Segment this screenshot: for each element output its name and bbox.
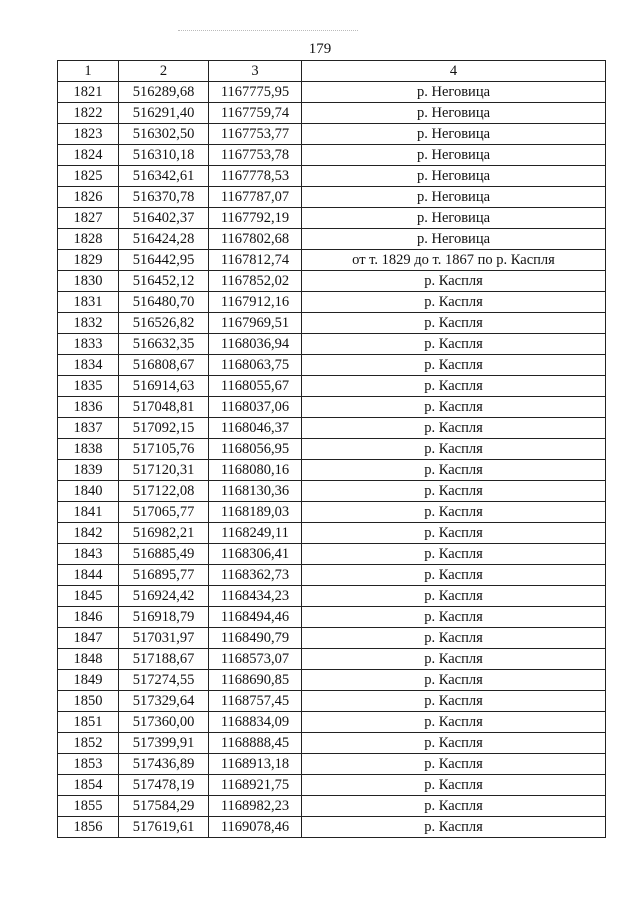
y-coordinate-cell: 1168921,75 (209, 775, 302, 796)
x-coordinate-cell: 517031,97 (119, 628, 209, 649)
point-number-cell: 1844 (58, 565, 119, 586)
point-number-cell: 1827 (58, 208, 119, 229)
y-coordinate-cell: 1168362,73 (209, 565, 302, 586)
y-coordinate-cell: 1168573,07 (209, 649, 302, 670)
table-row (58, 208, 606, 229)
table-row (58, 586, 606, 607)
y-coordinate-cell: 1168834,09 (209, 712, 302, 733)
description-cell: р. Каспля (302, 460, 606, 481)
description-cell: р. Каспля (302, 712, 606, 733)
description-cell: р. Каспля (302, 313, 606, 334)
table-row (58, 439, 606, 460)
point-number-cell: 1855 (58, 796, 119, 817)
x-coordinate-cell: 516526,82 (119, 313, 209, 334)
column-header-x: 2 (119, 61, 209, 82)
point-number-cell: 1834 (58, 355, 119, 376)
description-cell: р. Каспля (302, 355, 606, 376)
y-coordinate-cell: 1168036,94 (209, 334, 302, 355)
description-cell: р. Каспля (302, 586, 606, 607)
description-cell: р. Каспля (302, 649, 606, 670)
y-coordinate-cell: 1167753,77 (209, 124, 302, 145)
y-coordinate-cell: 1169078,46 (209, 817, 302, 838)
x-coordinate-cell: 517105,76 (119, 439, 209, 460)
y-coordinate-cell: 1168690,85 (209, 670, 302, 691)
coordinates-table (57, 60, 606, 838)
x-coordinate-cell: 517436,89 (119, 754, 209, 775)
table-body (58, 82, 606, 838)
table-row (58, 166, 606, 187)
description-cell: р. Каспля (302, 754, 606, 775)
x-coordinate-cell: 517092,15 (119, 418, 209, 439)
y-coordinate-cell: 1168490,79 (209, 628, 302, 649)
table-row (58, 187, 606, 208)
y-coordinate-cell: 1167912,16 (209, 292, 302, 313)
point-number-cell: 1836 (58, 397, 119, 418)
y-coordinate-cell: 1168494,46 (209, 607, 302, 628)
x-coordinate-cell: 516480,70 (119, 292, 209, 313)
y-coordinate-cell: 1168063,75 (209, 355, 302, 376)
point-number-cell: 1828 (58, 229, 119, 250)
x-coordinate-cell: 516924,42 (119, 586, 209, 607)
table-row (58, 733, 606, 754)
x-coordinate-cell: 516291,40 (119, 103, 209, 124)
y-coordinate-cell: 1168130,36 (209, 481, 302, 502)
table-row (58, 649, 606, 670)
column-header-point: 1 (58, 61, 119, 82)
description-cell: р. Неговица (302, 145, 606, 166)
description-cell: р. Неговица (302, 124, 606, 145)
point-number-cell: 1849 (58, 670, 119, 691)
table-row (58, 481, 606, 502)
table-header-row (58, 61, 606, 82)
description-cell: р. Каспля (302, 796, 606, 817)
y-coordinate-cell: 1167787,07 (209, 187, 302, 208)
table-row (58, 523, 606, 544)
description-cell: р. Каспля (302, 397, 606, 418)
table-row (58, 82, 606, 103)
table-row (58, 397, 606, 418)
y-coordinate-cell: 1167792,19 (209, 208, 302, 229)
point-number-cell: 1830 (58, 271, 119, 292)
table-row (58, 271, 606, 292)
description-cell: р. Каспля (302, 628, 606, 649)
description-cell: от т. 1829 до т. 1867 по р. Каспля (302, 250, 606, 271)
description-cell: р. Каспля (302, 523, 606, 544)
point-number-cell: 1829 (58, 250, 119, 271)
y-coordinate-cell: 1168757,45 (209, 691, 302, 712)
scan-artifact-line (178, 30, 358, 31)
point-number-cell: 1837 (58, 418, 119, 439)
x-coordinate-cell: 516914,63 (119, 376, 209, 397)
description-cell: р. Каспля (302, 439, 606, 460)
x-coordinate-cell: 516442,95 (119, 250, 209, 271)
y-coordinate-cell: 1168037,06 (209, 397, 302, 418)
x-coordinate-cell: 516402,37 (119, 208, 209, 229)
x-coordinate-cell: 516370,78 (119, 187, 209, 208)
point-number-cell: 1840 (58, 481, 119, 502)
description-cell: р. Каспля (302, 565, 606, 586)
y-coordinate-cell: 1167969,51 (209, 313, 302, 334)
y-coordinate-cell: 1168189,03 (209, 502, 302, 523)
table-row (58, 124, 606, 145)
x-coordinate-cell: 516424,28 (119, 229, 209, 250)
x-coordinate-cell: 517048,81 (119, 397, 209, 418)
table-row (58, 229, 606, 250)
y-coordinate-cell: 1168046,37 (209, 418, 302, 439)
point-number-cell: 1823 (58, 124, 119, 145)
description-cell: р. Каспля (302, 481, 606, 502)
x-coordinate-cell: 516982,21 (119, 523, 209, 544)
point-number-cell: 1854 (58, 775, 119, 796)
table-row (58, 565, 606, 586)
y-coordinate-cell: 1167753,78 (209, 145, 302, 166)
description-cell: р. Каспля (302, 670, 606, 691)
x-coordinate-cell: 516452,12 (119, 271, 209, 292)
description-cell: р. Неговица (302, 166, 606, 187)
point-number-cell: 1839 (58, 460, 119, 481)
table-row (58, 775, 606, 796)
y-coordinate-cell: 1167802,68 (209, 229, 302, 250)
x-coordinate-cell: 516310,18 (119, 145, 209, 166)
description-cell: р. Каспля (302, 691, 606, 712)
point-number-cell: 1821 (58, 82, 119, 103)
point-number-cell: 1843 (58, 544, 119, 565)
table-row (58, 628, 606, 649)
x-coordinate-cell: 517584,29 (119, 796, 209, 817)
x-coordinate-cell: 517329,64 (119, 691, 209, 712)
description-cell: р. Неговица (302, 82, 606, 103)
table-row (58, 292, 606, 313)
x-coordinate-cell: 517120,31 (119, 460, 209, 481)
description-cell: р. Каспля (302, 733, 606, 754)
point-number-cell: 1845 (58, 586, 119, 607)
column-header-description: 4 (302, 61, 606, 82)
y-coordinate-cell: 1167759,74 (209, 103, 302, 124)
point-number-cell: 1831 (58, 292, 119, 313)
description-cell: р. Неговица (302, 103, 606, 124)
point-number-cell: 1824 (58, 145, 119, 166)
x-coordinate-cell: 516632,35 (119, 334, 209, 355)
point-number-cell: 1841 (58, 502, 119, 523)
y-coordinate-cell: 1168306,41 (209, 544, 302, 565)
point-number-cell: 1822 (58, 103, 119, 124)
y-coordinate-cell: 1168982,23 (209, 796, 302, 817)
point-number-cell: 1838 (58, 439, 119, 460)
table-row (58, 796, 606, 817)
point-number-cell: 1825 (58, 166, 119, 187)
y-coordinate-cell: 1168056,95 (209, 439, 302, 460)
table-row (58, 607, 606, 628)
y-coordinate-cell: 1167812,74 (209, 250, 302, 271)
column-header-y: 3 (209, 61, 302, 82)
y-coordinate-cell: 1168055,67 (209, 376, 302, 397)
x-coordinate-cell: 516895,77 (119, 565, 209, 586)
x-coordinate-cell: 517478,19 (119, 775, 209, 796)
point-number-cell: 1852 (58, 733, 119, 754)
x-coordinate-cell: 516342,61 (119, 166, 209, 187)
table-row (58, 460, 606, 481)
x-coordinate-cell: 516289,68 (119, 82, 209, 103)
table-row (58, 670, 606, 691)
point-number-cell: 1856 (58, 817, 119, 838)
description-cell: р. Каспля (302, 292, 606, 313)
x-coordinate-cell: 517274,55 (119, 670, 209, 691)
description-cell: р. Каспля (302, 607, 606, 628)
table-row (58, 502, 606, 523)
point-number-cell: 1832 (58, 313, 119, 334)
point-number-cell: 1847 (58, 628, 119, 649)
point-number-cell: 1846 (58, 607, 119, 628)
x-coordinate-cell: 516808,67 (119, 355, 209, 376)
point-number-cell: 1833 (58, 334, 119, 355)
y-coordinate-cell: 1168249,11 (209, 523, 302, 544)
x-coordinate-cell: 516885,49 (119, 544, 209, 565)
x-coordinate-cell: 517188,67 (119, 649, 209, 670)
table-row (58, 376, 606, 397)
table-row (58, 145, 606, 166)
point-number-cell: 1826 (58, 187, 119, 208)
y-coordinate-cell: 1168080,16 (209, 460, 302, 481)
x-coordinate-cell: 517619,61 (119, 817, 209, 838)
x-coordinate-cell: 517399,91 (119, 733, 209, 754)
description-cell: р. Каспля (302, 271, 606, 292)
y-coordinate-cell: 1168888,45 (209, 733, 302, 754)
y-coordinate-cell: 1168913,18 (209, 754, 302, 775)
description-cell: р. Неговица (302, 229, 606, 250)
table-row (58, 691, 606, 712)
y-coordinate-cell: 1167852,02 (209, 271, 302, 292)
description-cell: р. Каспля (302, 544, 606, 565)
y-coordinate-cell: 1167778,53 (209, 166, 302, 187)
description-cell: р. Каспля (302, 502, 606, 523)
x-coordinate-cell: 517065,77 (119, 502, 209, 523)
description-cell: р. Каспля (302, 334, 606, 355)
page-number: 179 (308, 41, 332, 57)
description-cell: р. Неговица (302, 187, 606, 208)
table-row (58, 250, 606, 271)
point-number-cell: 1853 (58, 754, 119, 775)
table-row (58, 754, 606, 775)
point-number-cell: 1851 (58, 712, 119, 733)
description-cell: р. Каспля (302, 418, 606, 439)
x-coordinate-cell: 516918,79 (119, 607, 209, 628)
y-coordinate-cell: 1167775,95 (209, 82, 302, 103)
x-coordinate-cell: 516302,50 (119, 124, 209, 145)
table-row (58, 313, 606, 334)
table-row (58, 712, 606, 733)
description-cell: р. Каспля (302, 817, 606, 838)
description-cell: р. Неговица (302, 208, 606, 229)
x-coordinate-cell: 517360,00 (119, 712, 209, 733)
table-row (58, 418, 606, 439)
table-row (58, 817, 606, 838)
table-row (58, 334, 606, 355)
table-row (58, 355, 606, 376)
description-cell: р. Каспля (302, 775, 606, 796)
table-row (58, 544, 606, 565)
point-number-cell: 1835 (58, 376, 119, 397)
y-coordinate-cell: 1168434,23 (209, 586, 302, 607)
point-number-cell: 1842 (58, 523, 119, 544)
description-cell: р. Каспля (302, 376, 606, 397)
point-number-cell: 1850 (58, 691, 119, 712)
x-coordinate-cell: 517122,08 (119, 481, 209, 502)
point-number-cell: 1848 (58, 649, 119, 670)
table-row (58, 103, 606, 124)
